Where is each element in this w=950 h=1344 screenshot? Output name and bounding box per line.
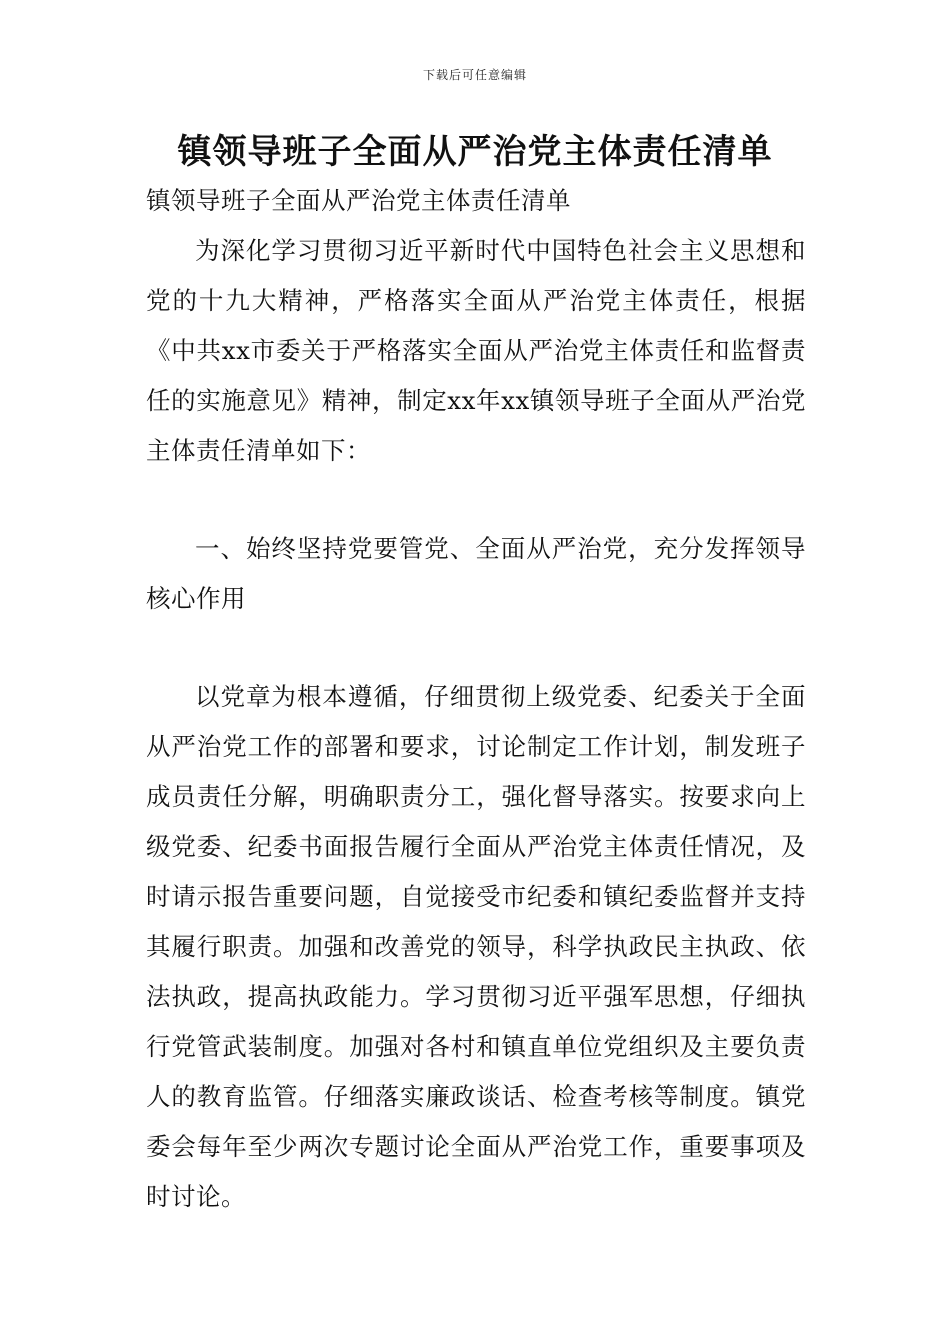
document-subtitle: 镇领导班子全面从严治党主体责任清单 [146,186,571,215]
section-heading: 一、始终坚持党要管党、全面从严治党，充分发挥领导核心作用 [146,534,806,613]
intro-paragraph: 为深化学习贯彻习近平新时代中国特色社会主义思想和党的十九大精神，严格落实全面从严治党主体责任，根据《中共xx市委关于严格落实全面从严治党主体责任和监督责任的实施意见》精神，制定xx年xx镇领导班子全面从严治党主体责任清单如下： [146,236,806,465]
download-note: 下载后可任意编辑 [422,68,527,82]
document-title: 镇领导班子全面从严治党主体责任清单 [177,132,773,172]
section-body-paragraph: 以党章为根本遵循，仔细贯彻上级党委、纪委关于全面从严治党工作的部署和要求，讨论制定工作计划，制发班子成员责任分解，明确职责分工，强化督导落实。按要求向上级党委、纪委书面报告履行全面从严治党主体责任情况，及时请示报告重要问题，自觉接受市纪委和镇纪委监督并支持其履行职责。加强和改善党的领导，科学执政民主执政、依法执政，提高执政能力。学习贯彻习近平强军思想，仔细执行党管武装制度。加强对各村和镇直单位党组织及主要负责人的教育监管。仔细落实廉政谈话、检查考核等制度。镇党委会每年至少两次专题讨论全面从严治党工作，重要事项及时讨论。 [146,682,806,1211]
